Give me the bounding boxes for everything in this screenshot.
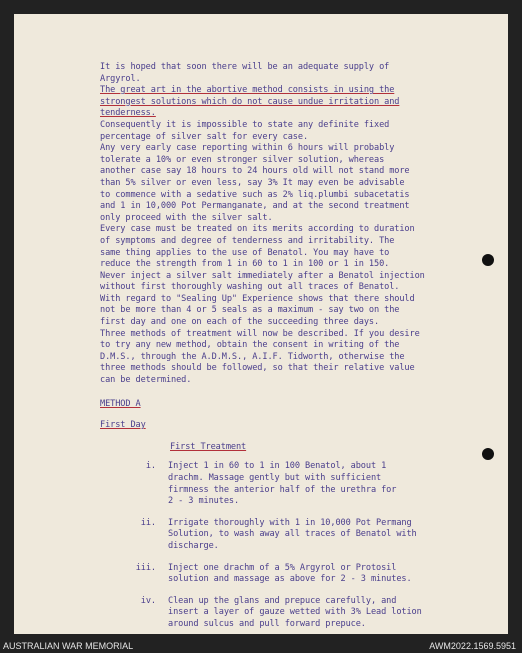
- text-line: and 1 in 10,000 Pot Permanganate, and at the second treatment: [100, 201, 410, 212]
- step-line: Solution, to wash away all traces of Benatol with: [168, 529, 417, 540]
- text-line: only proceed with the silver salt.: [100, 212, 273, 223]
- step-number: iii.: [135, 562, 156, 573]
- step-line: around sulcus and pull forward prepuce.: [168, 618, 366, 629]
- step-line: Inject 1 in 60 to 1 in 100 Benatol, about 1: [168, 461, 387, 472]
- underlined-line: strongest solutions which do not cause undue irritation and: [100, 96, 400, 107]
- text-line: without first thoroughly washing out all traces of Benatol.: [100, 282, 400, 293]
- intro-paragraphs: [100, 62, 500, 387]
- text-line: Argyrol.: [100, 73, 141, 84]
- text-line: D.M.S., through the A.D.M.S., A.I.F. Tidworth, otherwise the: [100, 351, 405, 362]
- archive-reference: AWM2022.1569.5951: [429, 641, 516, 651]
- text-line: percentage of silver salt for every case.: [100, 131, 309, 142]
- text-line: not be more than 4 or 5 seals as a maximum - say two on the: [100, 305, 400, 316]
- step-text: [168, 596, 422, 631]
- archive-footer: [0, 640, 522, 653]
- text-line: than 5% silver or even less, say 3% It may even be advisable: [100, 177, 405, 188]
- treatment-step-2: [100, 518, 500, 553]
- step-number: iv.: [140, 595, 156, 606]
- step-text: [168, 563, 412, 586]
- text-line: can be determined.: [100, 375, 192, 386]
- text-line: Three methods of treatment will now be described. If you desire: [100, 328, 420, 339]
- underlined-line: tenderness.: [100, 108, 156, 119]
- document-text: [100, 62, 500, 631]
- treatment-heading: First Treatment: [170, 441, 247, 452]
- treatment-step-3: [100, 563, 500, 586]
- punch-hole: [482, 448, 494, 460]
- text-line: Never inject a silver salt immediately after a Benatol injection: [100, 270, 425, 281]
- step-line: discharge.: [168, 540, 219, 551]
- text-line: reduce the strength from 1 in 60 to 1 in 100 or 1 in 150.: [100, 259, 390, 270]
- punch-hole: [482, 254, 494, 266]
- text-line: It is hoped that soon there will be an adequate supply of: [100, 62, 390, 72]
- treatment-steps: [100, 461, 500, 630]
- treatment-step-1: [100, 461, 500, 507]
- step-line: drachm. Massage gently but with sufficient: [168, 473, 382, 483]
- text-line: another case say 18 hours to 24 hours old will not stand more: [100, 166, 410, 177]
- step-line: solution and massage as above for 2 - 3 minutes.: [168, 574, 412, 585]
- step-line: firmness the anterior half of the urethra for: [168, 484, 397, 495]
- text-line: to try any new method, obtain the consent in writing of the: [100, 340, 400, 351]
- text-line: three methods should be followed, so that their relative value: [100, 363, 415, 374]
- underlined-line: The great art in the abortive method consists in using the: [100, 85, 395, 96]
- step-number: ii.: [140, 517, 156, 528]
- text-line: Every case must be treated on its merits according to duration: [100, 224, 415, 235]
- text-line: With regard to "Sealing Up" Experience shows that there should: [100, 293, 415, 304]
- step-line: Clean up the glans and prepuce carefully, and: [168, 595, 397, 606]
- day-heading: First Day: [100, 420, 146, 431]
- step-line: Irrigate thoroughly with 1 in 10,000 Pot Permang: [168, 517, 412, 528]
- archive-name: AUSTRALIAN WAR MEMORIAL: [3, 641, 134, 651]
- text-line: Any very early case reporting within 6 hours will probably: [100, 143, 395, 154]
- text-line: tolerate a 10% or even stronger silver solution, whereas: [100, 154, 385, 165]
- step-line: insert a layer of gauze wetted with 3% Lead lotion: [168, 607, 422, 618]
- text-line: first day and one on each of the succeeding three days.: [100, 317, 380, 328]
- text-line: to commence with a sedative such as 2% liq.plumbi subacetatis: [100, 189, 410, 200]
- method-heading: METHOD A: [100, 398, 141, 409]
- step-text: [168, 518, 417, 553]
- step-text: [168, 461, 396, 507]
- step-number: i.: [145, 461, 156, 472]
- text-line: Consequently it is impossible to state any definite fixed: [100, 119, 390, 130]
- treatment-step-4: [100, 596, 500, 631]
- text-line: same thing applies to the use of Benatol. You may have to: [100, 247, 390, 258]
- document-page: [14, 14, 508, 634]
- step-line: 2 - 3 minutes.: [168, 496, 240, 507]
- text-line: of symptoms and degree of tenderness and irritability. The: [100, 235, 395, 246]
- step-line: Inject one drachm of a 5% Argyrol or Protosil: [168, 562, 397, 573]
